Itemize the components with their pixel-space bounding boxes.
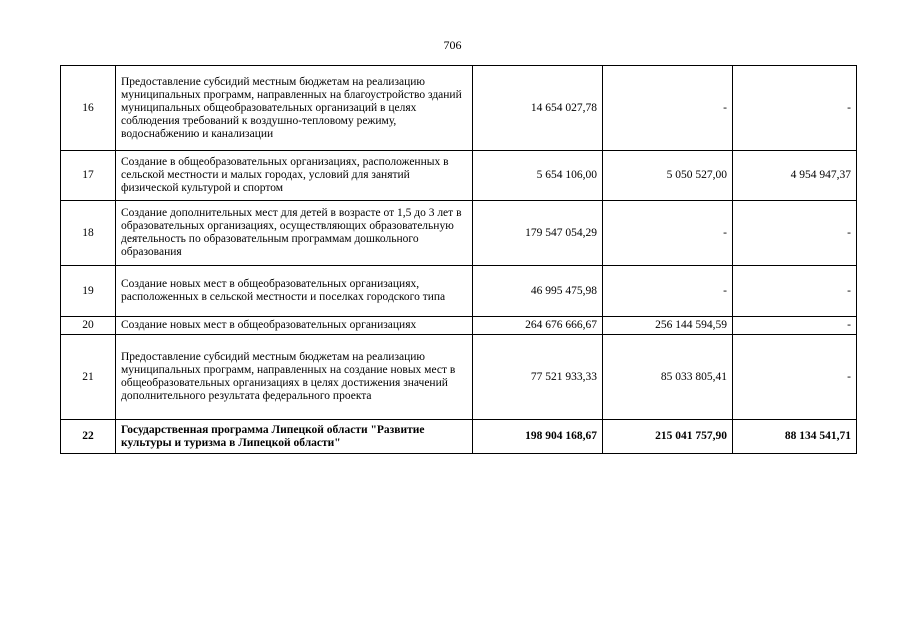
amount-year-3: 4 954 947,37 [733,151,857,201]
amount-year-3: - [733,266,857,317]
amount-year-3: 88 134 541,71 [733,420,857,454]
amount-year-2: - [603,66,733,151]
amount-year-2: 85 033 805,41 [603,335,733,420]
amount-year-1: 14 654 027,78 [473,66,603,151]
page-number: 706 [443,38,462,52]
table-row [61,420,857,454]
amount-year-2: 256 144 594,59 [603,317,733,335]
amount-year-3: - [733,317,857,335]
amount-year-2: - [603,266,733,317]
amount-year-1: 5 654 106,00 [473,151,603,201]
row-number: 20 [61,317,116,335]
amount-year-1: 264 676 666,67 [473,317,603,335]
row-description: Создание дополнительных мест для детей в возрасте от 1,5 до 3 лет в образовательных организациях, осуществляющих образовательную деятельность по образовательным программам дошкольного образования [116,201,473,266]
budget-table [60,65,857,454]
amount-year-1: 46 995 475,98 [473,266,603,317]
row-description: Предоставление субсидий местным бюджетам на реализацию муниципальных программ, направленных на благоустройство зданий муниципальных общеобразовательных организаций в целях соблюдения требований к воздушно-тепловому режиму, водоснабжению и канализации [116,66,473,151]
row-description: Создание в общеобразовательных организациях, расположенных в сельской местности и малых городах, условий для занятий физической культурой и спортом [116,151,473,201]
amount-year-3: - [733,335,857,420]
row-description: Государственная программа Липецкой области "Развитие культуры и туризма в Липецкой области" [116,420,473,454]
table-row [61,266,857,317]
amount-year-1: 77 521 933,33 [473,335,603,420]
amount-year-2: - [603,201,733,266]
row-description: Создание новых мест в общеобразовательных организациях [116,317,473,335]
table-row [61,66,857,151]
row-number: 17 [61,151,116,201]
row-number: 22 [61,420,116,454]
row-description: Создание новых мест в общеобразовательных организациях, расположенных в сельской местности и поселках городского типа [116,266,473,317]
table-row [61,335,857,420]
amount-year-2: 5 050 527,00 [603,151,733,201]
row-number: 16 [61,66,116,151]
amount-year-1: 198 904 168,67 [473,420,603,454]
amount-year-3: - [733,66,857,151]
amount-year-1: 179 547 054,29 [473,201,603,266]
table-row [61,317,857,335]
amount-year-2: 215 041 757,90 [603,420,733,454]
table-row [61,201,857,266]
row-number: 18 [61,201,116,266]
row-number: 19 [61,266,116,317]
table-row [61,151,857,201]
row-description: Предоставление субсидий местным бюджетам на реализацию муниципальных программ, направленных на создание новых мест в общеобразовательных организациях в целях достижения значений дополнительного результата федерального проекта [116,335,473,420]
row-number: 21 [61,335,116,420]
amount-year-3: - [733,201,857,266]
